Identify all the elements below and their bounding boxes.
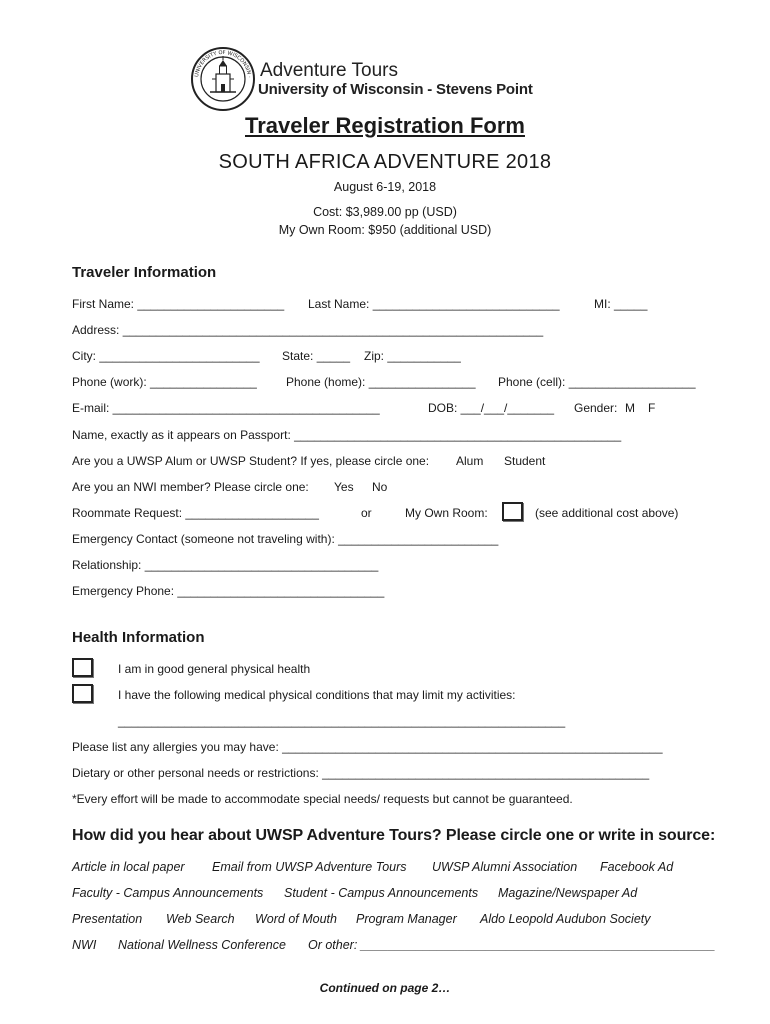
first-name-field[interactable]: First Name: ______________________ (72, 297, 285, 311)
source-option[interactable]: Email from UWSP Adventure Tours (212, 860, 407, 874)
health-info-heading: Health Information (72, 629, 205, 646)
nwi-no-option[interactable]: No (372, 480, 388, 494)
nwi-question: Are you an NWI member? Please circle one: (72, 480, 309, 494)
own-room-cost: My Own Room: $950 (additional USD) (278, 223, 492, 237)
last-name-field[interactable]: Last Name: ____________________________ (308, 297, 560, 311)
gender-label: Gender: (574, 401, 618, 415)
nwi-yes-option[interactable]: Yes (334, 480, 354, 494)
medical-conditions-label: I have the following medical physical conditions that may limit my activities: (118, 688, 516, 702)
roommate-request-field[interactable]: Roommate Request: ____________________ (72, 506, 319, 520)
email-field[interactable]: E-mail: ________________________________________ (72, 401, 380, 415)
source-option[interactable]: Presentation (72, 912, 143, 926)
source-option[interactable]: NWI (72, 938, 97, 952)
university-seal-icon (190, 46, 256, 112)
emergency-phone-field[interactable]: Emergency Phone: _______________________________ (72, 584, 385, 598)
phone-work-field[interactable]: Phone (work): ________________ (72, 375, 257, 389)
allergies-field[interactable]: Please list any allergies you may have: _________________________________________________________ (72, 740, 663, 754)
source-heading: How did you hear about UWSP Adventure Tours? Please circle one or write in source: (72, 827, 716, 844)
accommodation-note: *Every effort will be made to accommodate special needs/ requests but cannot be guaranteed. (72, 792, 573, 806)
source-option[interactable]: Article in local paper (72, 860, 185, 874)
address-field[interactable]: Address: _______________________________________________________________ (72, 323, 544, 337)
city-field[interactable]: City: ________________________ (72, 349, 260, 363)
source-option[interactable]: Web Search (166, 912, 235, 926)
source-option[interactable]: Word of Mouth (255, 912, 337, 926)
other-source-field[interactable]: Or other: ___________________________________________________ (308, 938, 716, 952)
own-room-label: My Own Room: (405, 506, 488, 520)
source-option[interactable]: National Wellness Conference (118, 938, 286, 952)
source-option[interactable]: Magazine/Newspaper Ad (498, 886, 638, 900)
source-option[interactable]: Program Manager (356, 912, 457, 926)
gender-option-f[interactable]: F (648, 401, 656, 415)
medical-conditions-checkbox[interactable] (72, 684, 93, 703)
good-health-checkbox[interactable] (72, 658, 93, 677)
dob-field[interactable]: DOB: ___/___/_______ (428, 401, 555, 415)
own-room-checkbox[interactable] (502, 502, 523, 521)
source-option[interactable]: UWSP Alumni Association (432, 860, 578, 874)
good-health-label: I am in good general physical health (118, 662, 311, 676)
brand-name: Adventure Tours (260, 60, 399, 81)
trip-dates: August 6-19, 2018 (333, 180, 437, 194)
dietary-field[interactable]: Dietary or other personal needs or restrictions: _________________________________________________ (72, 766, 650, 780)
relationship-field[interactable]: Relationship: ___________________________________ (72, 558, 379, 572)
phone-home-field[interactable]: Phone (home): ________________ (286, 375, 476, 389)
medical-conditions-field[interactable]: ___________________________________________________________________ (118, 714, 566, 728)
source-option[interactable]: Aldo Leopold Audubon Society (480, 912, 651, 926)
continued-note: Continued on page 2… (319, 981, 451, 995)
own-room-note: (see additional cost above) (535, 506, 679, 520)
alum-question: Are you a UWSP Alum or UWSP Student? If yes, please circle one: (72, 454, 430, 468)
source-option[interactable]: Student - Campus Announcements (284, 886, 479, 900)
middle-initial-field[interactable]: MI: _____ (594, 297, 648, 311)
student-option[interactable]: Student (504, 454, 546, 468)
form-title: Traveler Registration Form (245, 113, 525, 138)
gender-option-m[interactable]: M (625, 401, 635, 415)
source-option[interactable]: Faculty - Campus Announcements (72, 886, 264, 900)
traveler-info-heading: Traveler Information (72, 264, 217, 281)
source-option[interactable]: Facebook Ad (600, 860, 674, 874)
phone-cell-field[interactable]: Phone (cell): ___________________ (498, 375, 696, 389)
trip-name: SOUTH AFRICA ADVENTURE 2018 (218, 151, 552, 173)
state-field[interactable]: State: _____ (282, 349, 351, 363)
seal-text: UNIVERSITY OF WISCONSIN · (194, 49, 252, 79)
alum-option[interactable]: Alum (456, 454, 484, 468)
or-label: or (361, 506, 372, 520)
trip-cost: Cost: $3,989.00 pp (USD) (313, 205, 457, 219)
university-name: University of Wisconsin - Stevens Point (258, 81, 533, 98)
zip-field[interactable]: Zip: ___________ (364, 349, 461, 363)
emergency-contact-field[interactable]: Emergency Contact (someone not traveling with): ________________________ (72, 532, 499, 546)
passport-name-field[interactable]: Name, exactly as it appears on Passport: _________________________________________________ (72, 428, 622, 442)
